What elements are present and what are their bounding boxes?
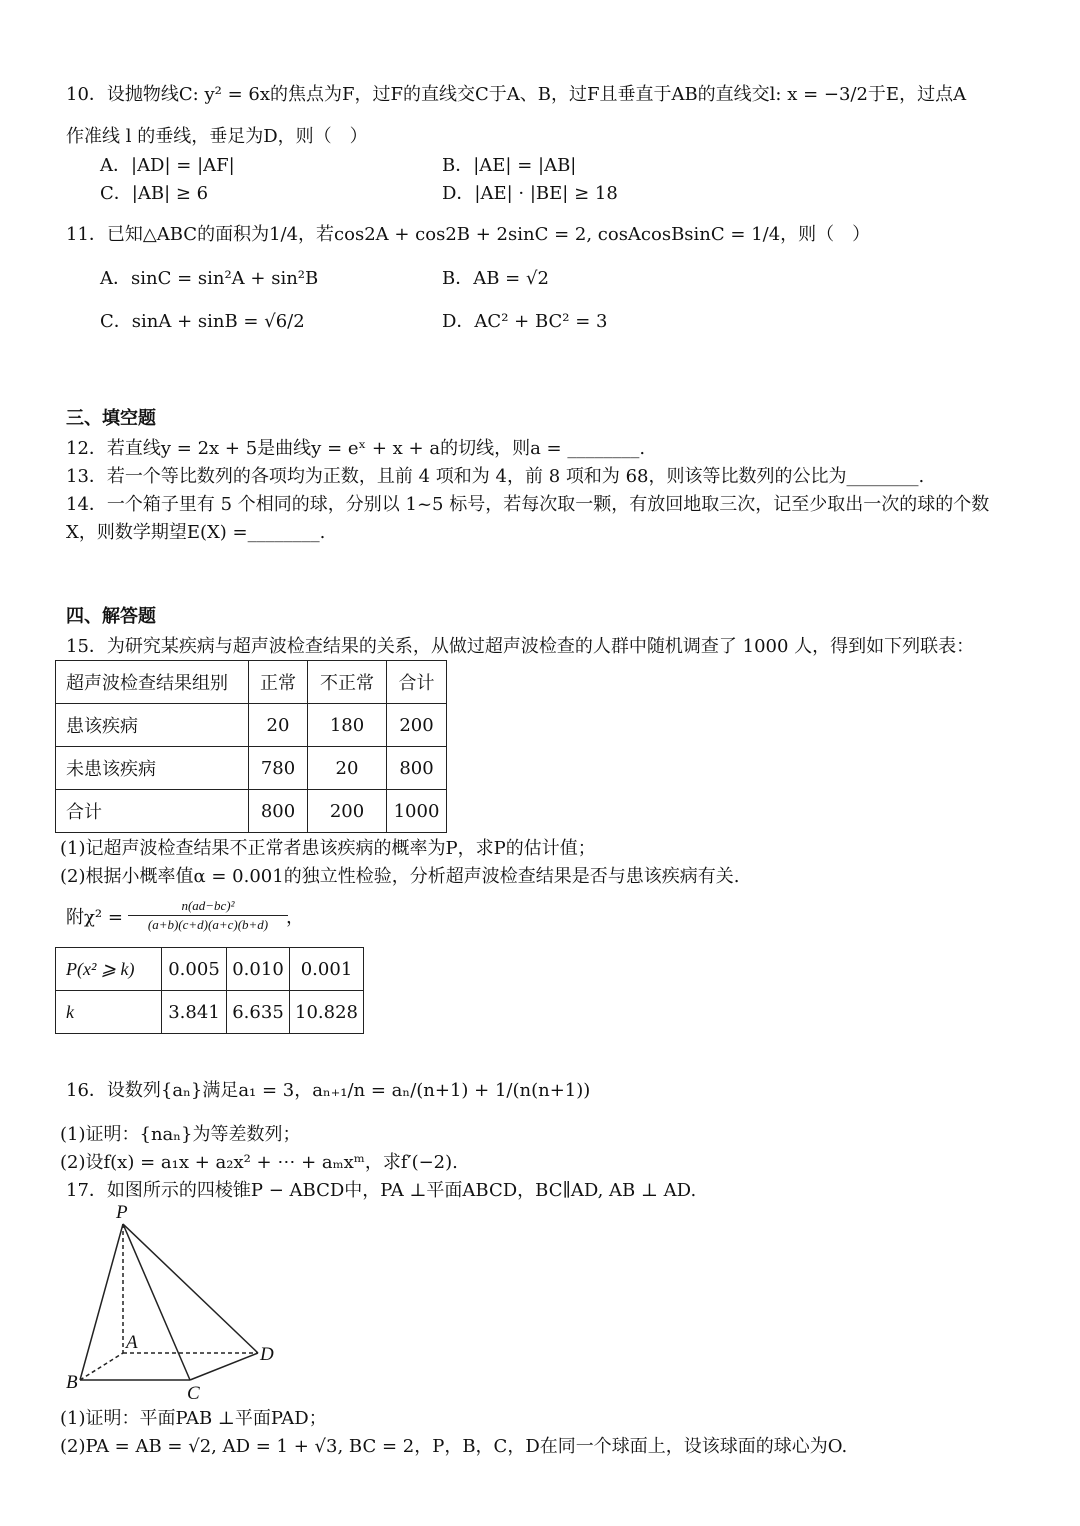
section-4-title: 四、解答题	[66, 606, 156, 627]
q13: 13．若一个等比数列的各项均为正数，且前 4 项和为 4，前 8 项和为 68，则该等比数列的公比为________.	[66, 466, 925, 487]
q15-stem: 15．为研究某疾病与超声波检查结果的关系，从做过超声波检查的人群中随机调查了 1000 人，得到如下列联表：	[66, 636, 975, 657]
edge-pd	[123, 1224, 258, 1353]
table-header-cell: 合计	[387, 661, 447, 704]
q14-line2: X，则数学期望E(X) =________.	[66, 522, 326, 543]
table-cell: 780	[249, 747, 308, 790]
section-3-title: 三、填空题	[66, 408, 156, 429]
table-cell: 0.001	[290, 948, 364, 991]
vertex-label-p: P	[116, 1202, 128, 1223]
q12: 12．若直线y = 2x + 5是曲线y = eˣ + x + a的切线，则a = ________.	[66, 438, 646, 459]
table-row	[56, 747, 447, 790]
q10-stem-cont: 作准线 l 的垂线，垂足为D，则（ ）	[66, 126, 368, 147]
q11-option-b: B．AB = √2	[442, 268, 549, 289]
table-cell: 1000	[387, 790, 447, 833]
vertex-label-a: A	[126, 1332, 138, 1353]
q11-option-c: C．sinA + sinB = √6/2	[100, 311, 305, 332]
table-cell: 800	[387, 747, 447, 790]
q11-stem: 11．已知△ABC的面积为1/4，若cos2A + cos2B + 2sinC = 2, cosAcosBsinC = 1/4，则（ ）	[66, 224, 871, 245]
table-cell: 未患该疾病	[56, 747, 249, 790]
table-cell: 0.010	[227, 948, 290, 991]
q11-option-d: D．AC² + BC² = 3	[442, 311, 608, 332]
q10-option-d: D．|AE| · |BE| ≥ 18	[442, 183, 618, 204]
table-cell: 0.005	[162, 948, 227, 991]
q10-option-b: B．|AE| = |AB|	[442, 155, 577, 176]
table-cell: 合计	[56, 790, 249, 833]
chi-square-label: 附χ² =	[66, 907, 123, 928]
table-row	[56, 704, 447, 747]
table-header-cell: 不正常	[308, 661, 387, 704]
q14-line1: 14．一个箱子里有 5 个相同的球，分别以 1~5 标号，若每次取一颗，有放回地取三次，记至少取出一次的球的个数	[66, 494, 990, 515]
contingency-table	[55, 660, 447, 833]
q15-part1: (1)记超声波检查结果不正常者患该疾病的概率为P，求P的估计值；	[60, 838, 596, 859]
vertex-label-d: D	[260, 1344, 274, 1365]
table-header-cell: 超声波检查结果组别	[56, 661, 249, 704]
edge-cd	[190, 1353, 258, 1380]
table-cell: 200	[308, 790, 387, 833]
pyramid-figure	[55, 1200, 295, 1405]
vertex-label-c: C	[187, 1383, 200, 1404]
q10-stem: 10．设抛物线C: y² = 6x的焦点为F，过F的直线交C于A、B，过F且垂直于AB的直线交l: x = −3/2于E，过点A	[66, 84, 967, 105]
table-cell: 6.635	[227, 991, 290, 1034]
q10-option-a: A．|AD| = |AF|	[100, 155, 235, 176]
chi-square-suffix: ，	[286, 907, 304, 928]
q17-stem: 17．如图所示的四棱锥P − ABCD中，PA ⊥平面ABCD，BC∥AD, AB ⊥ AD.	[66, 1180, 697, 1201]
table-cell: 20	[249, 704, 308, 747]
chi-square-numerator: n(ad−bc)²	[181, 898, 235, 913]
q16-stem: 16．设数列{aₙ}满足a₁ = 3，aₙ₊₁/n = aₙ/(n+1) + 1/(n(n+1))	[66, 1080, 591, 1101]
table-row	[56, 948, 364, 991]
table-row	[56, 790, 447, 833]
table-header-cell: 正常	[249, 661, 308, 704]
table-cell: 200	[387, 704, 447, 747]
table-cell: 20	[308, 747, 387, 790]
edge-pc	[123, 1224, 190, 1380]
q10-option-c: C．|AB| ≥ 6	[100, 183, 209, 204]
q15-part2: (2)根据小概率值α = 0.001的独立性检验，分析超声波检查结果是否与患该疾病有关.	[60, 866, 740, 887]
table-row	[56, 991, 364, 1034]
critical-value-table	[55, 947, 364, 1034]
table-cell: 800	[249, 790, 308, 833]
chi-square-denominator: (a+b)(c+d)(a+c)(b+d)	[147, 917, 269, 932]
table-cell: k	[56, 991, 162, 1034]
q17-part2: (2)PA = AB = √2, AD = 1 + √3, BC = 2，P，B，C，D在同一个球面上，设该球面的球心为O.	[60, 1436, 848, 1457]
fraction-bar	[128, 915, 288, 916]
table-cell: 3.841	[162, 991, 227, 1034]
table-cell: 180	[308, 704, 387, 747]
q16-part1: (1)证明：{naₙ}为等差数列；	[60, 1124, 301, 1145]
table-cell: 患该疾病	[56, 704, 249, 747]
table-cell: 10.828	[290, 991, 364, 1034]
table-header-row	[56, 661, 447, 704]
q16-part2: (2)设f(x) = a₁x + a₂x² + ⋯ + aₘxᵐ，求f′(−2).	[60, 1152, 458, 1173]
vertex-label-b: B	[66, 1372, 78, 1393]
table-cell: P(x² ⩾ k)	[56, 948, 162, 991]
q17-part1: (1)证明：平面PAB ⊥平面PAD；	[60, 1408, 327, 1429]
q11-option-a: A．sinC = sin²A + sin²B	[100, 268, 319, 289]
chi-square-fraction	[128, 898, 288, 933]
